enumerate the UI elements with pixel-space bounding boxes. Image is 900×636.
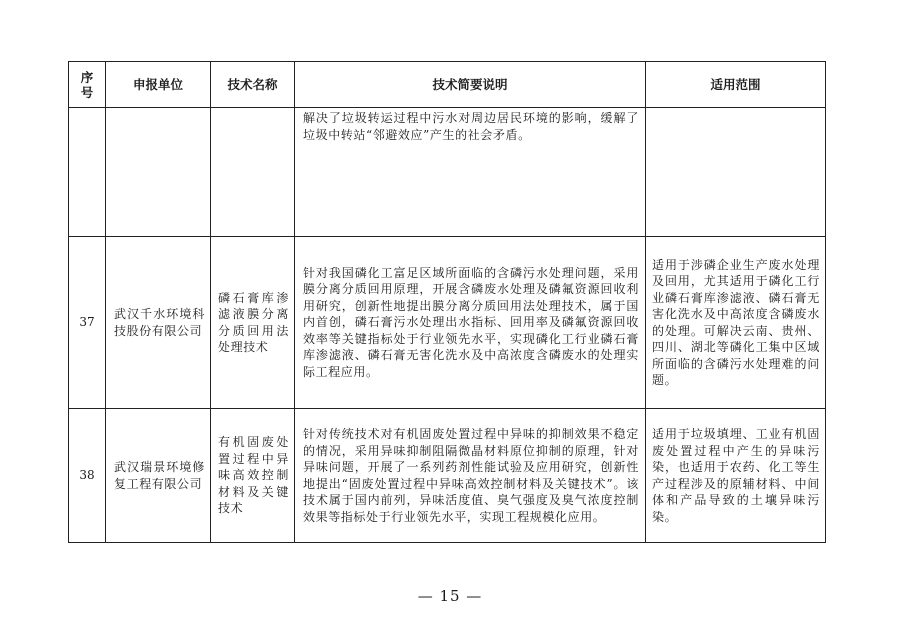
technology-name-text: 有机固废处置过程中异味高效控制材料及关键技术 [218, 435, 289, 516]
table-row [69, 108, 826, 237]
cell-applicant-unit [106, 237, 211, 409]
table-row [69, 237, 826, 409]
header-technology-description: 技术简要说明 [295, 62, 646, 108]
cell-application-scope [646, 108, 826, 237]
applicant-unit-text: 武汉瑞景环境修复工程有限公司 [114, 460, 205, 491]
cell-serial-number [69, 409, 106, 543]
cell-technology-description [295, 409, 646, 543]
cell-applicant-unit [106, 108, 211, 237]
technology-description-text: 针对传统技术对有机固废处置过程中异味的抑制效果不稳定的情况，采用异味抑制阻隔微晶材料原位抑制的原理，针对异味问题，开展了一系列药剂性能试验及应用研究，创新性地提出“固废处置过程中异味高效控制材料及关键技术”。该技术属于国内前列，异味活度值、臭气强度及臭气浓度控制效果等指标处于行业领先水平，实现工程规模化应用。 [303, 427, 639, 524]
technology-table [68, 61, 826, 543]
cell-technology-name [211, 409, 295, 543]
applicant-unit-text: 武汉千水环境科技股份有限公司 [114, 307, 205, 338]
cell-technology-description [295, 237, 646, 409]
cell-technology-name [211, 108, 295, 237]
cell-application-scope [646, 237, 826, 409]
technology-name-text: 磷石膏库渗滤液膜分离分质回用法处理技术 [218, 290, 289, 354]
cell-serial-number [69, 237, 106, 409]
header-serial-number: 序号 [69, 62, 106, 108]
application-scope-text: 适用于涉磷企业生产废水处理及回用，尤其适用于磷化工行业磷石膏库渗滤液、磷石膏无害化洗水及中高浓度含磷废水的处理。可解决云南、贵州、四川、湖北等磷化工集中区域所面临的含磷污水处理难的问题。 [652, 257, 820, 387]
serial-number-text: 37 [79, 315, 95, 330]
header-row [69, 62, 826, 108]
header-application-scope: 适用范围 [646, 62, 826, 108]
application-scope-text: 适用于垃圾填埋、工业有机固废处置过程中产生的异味污染，也适用于农药、化工等生产过程涉及的原辅材料、中间体和产品导致的土壤异味污染。 [652, 427, 820, 524]
page-number: — 15 — [417, 587, 483, 605]
technology-description-text: 解决了垃圾转运过程中污水对周边居民环境的影响，缓解了垃圾中转站“邻避效应”产生的社会矛盾。 [303, 111, 639, 142]
header-technology-name: 技术名称 [211, 62, 295, 108]
cell-applicant-unit [106, 409, 211, 543]
cell-application-scope [646, 409, 826, 543]
table-header [69, 62, 826, 108]
technology-description-text: 针对我国磷化工富足区域所面临的含磷污水处理问题，采用膜分离分质回用原理，开展含磷废水处理及磷氟资源回收利用研究，创新性地提出膜分离分质回用法处理技术，属于国内首创，磷石膏污水处理出水指标、回用率及磷氟资源回收效率等关键指标处于行业领先水平，实现磷化工行业磷石膏库渗滤液、磷石膏无害化洗水及中高浓度含磷废水的处理实际工程应用。 [303, 265, 639, 379]
table-row [69, 409, 826, 543]
serial-number-text: 38 [79, 468, 95, 483]
cell-technology-description [295, 108, 646, 237]
cell-technology-name [211, 237, 295, 409]
cell-serial-number [69, 108, 106, 237]
header-applicant-unit: 申报单位 [106, 62, 211, 108]
